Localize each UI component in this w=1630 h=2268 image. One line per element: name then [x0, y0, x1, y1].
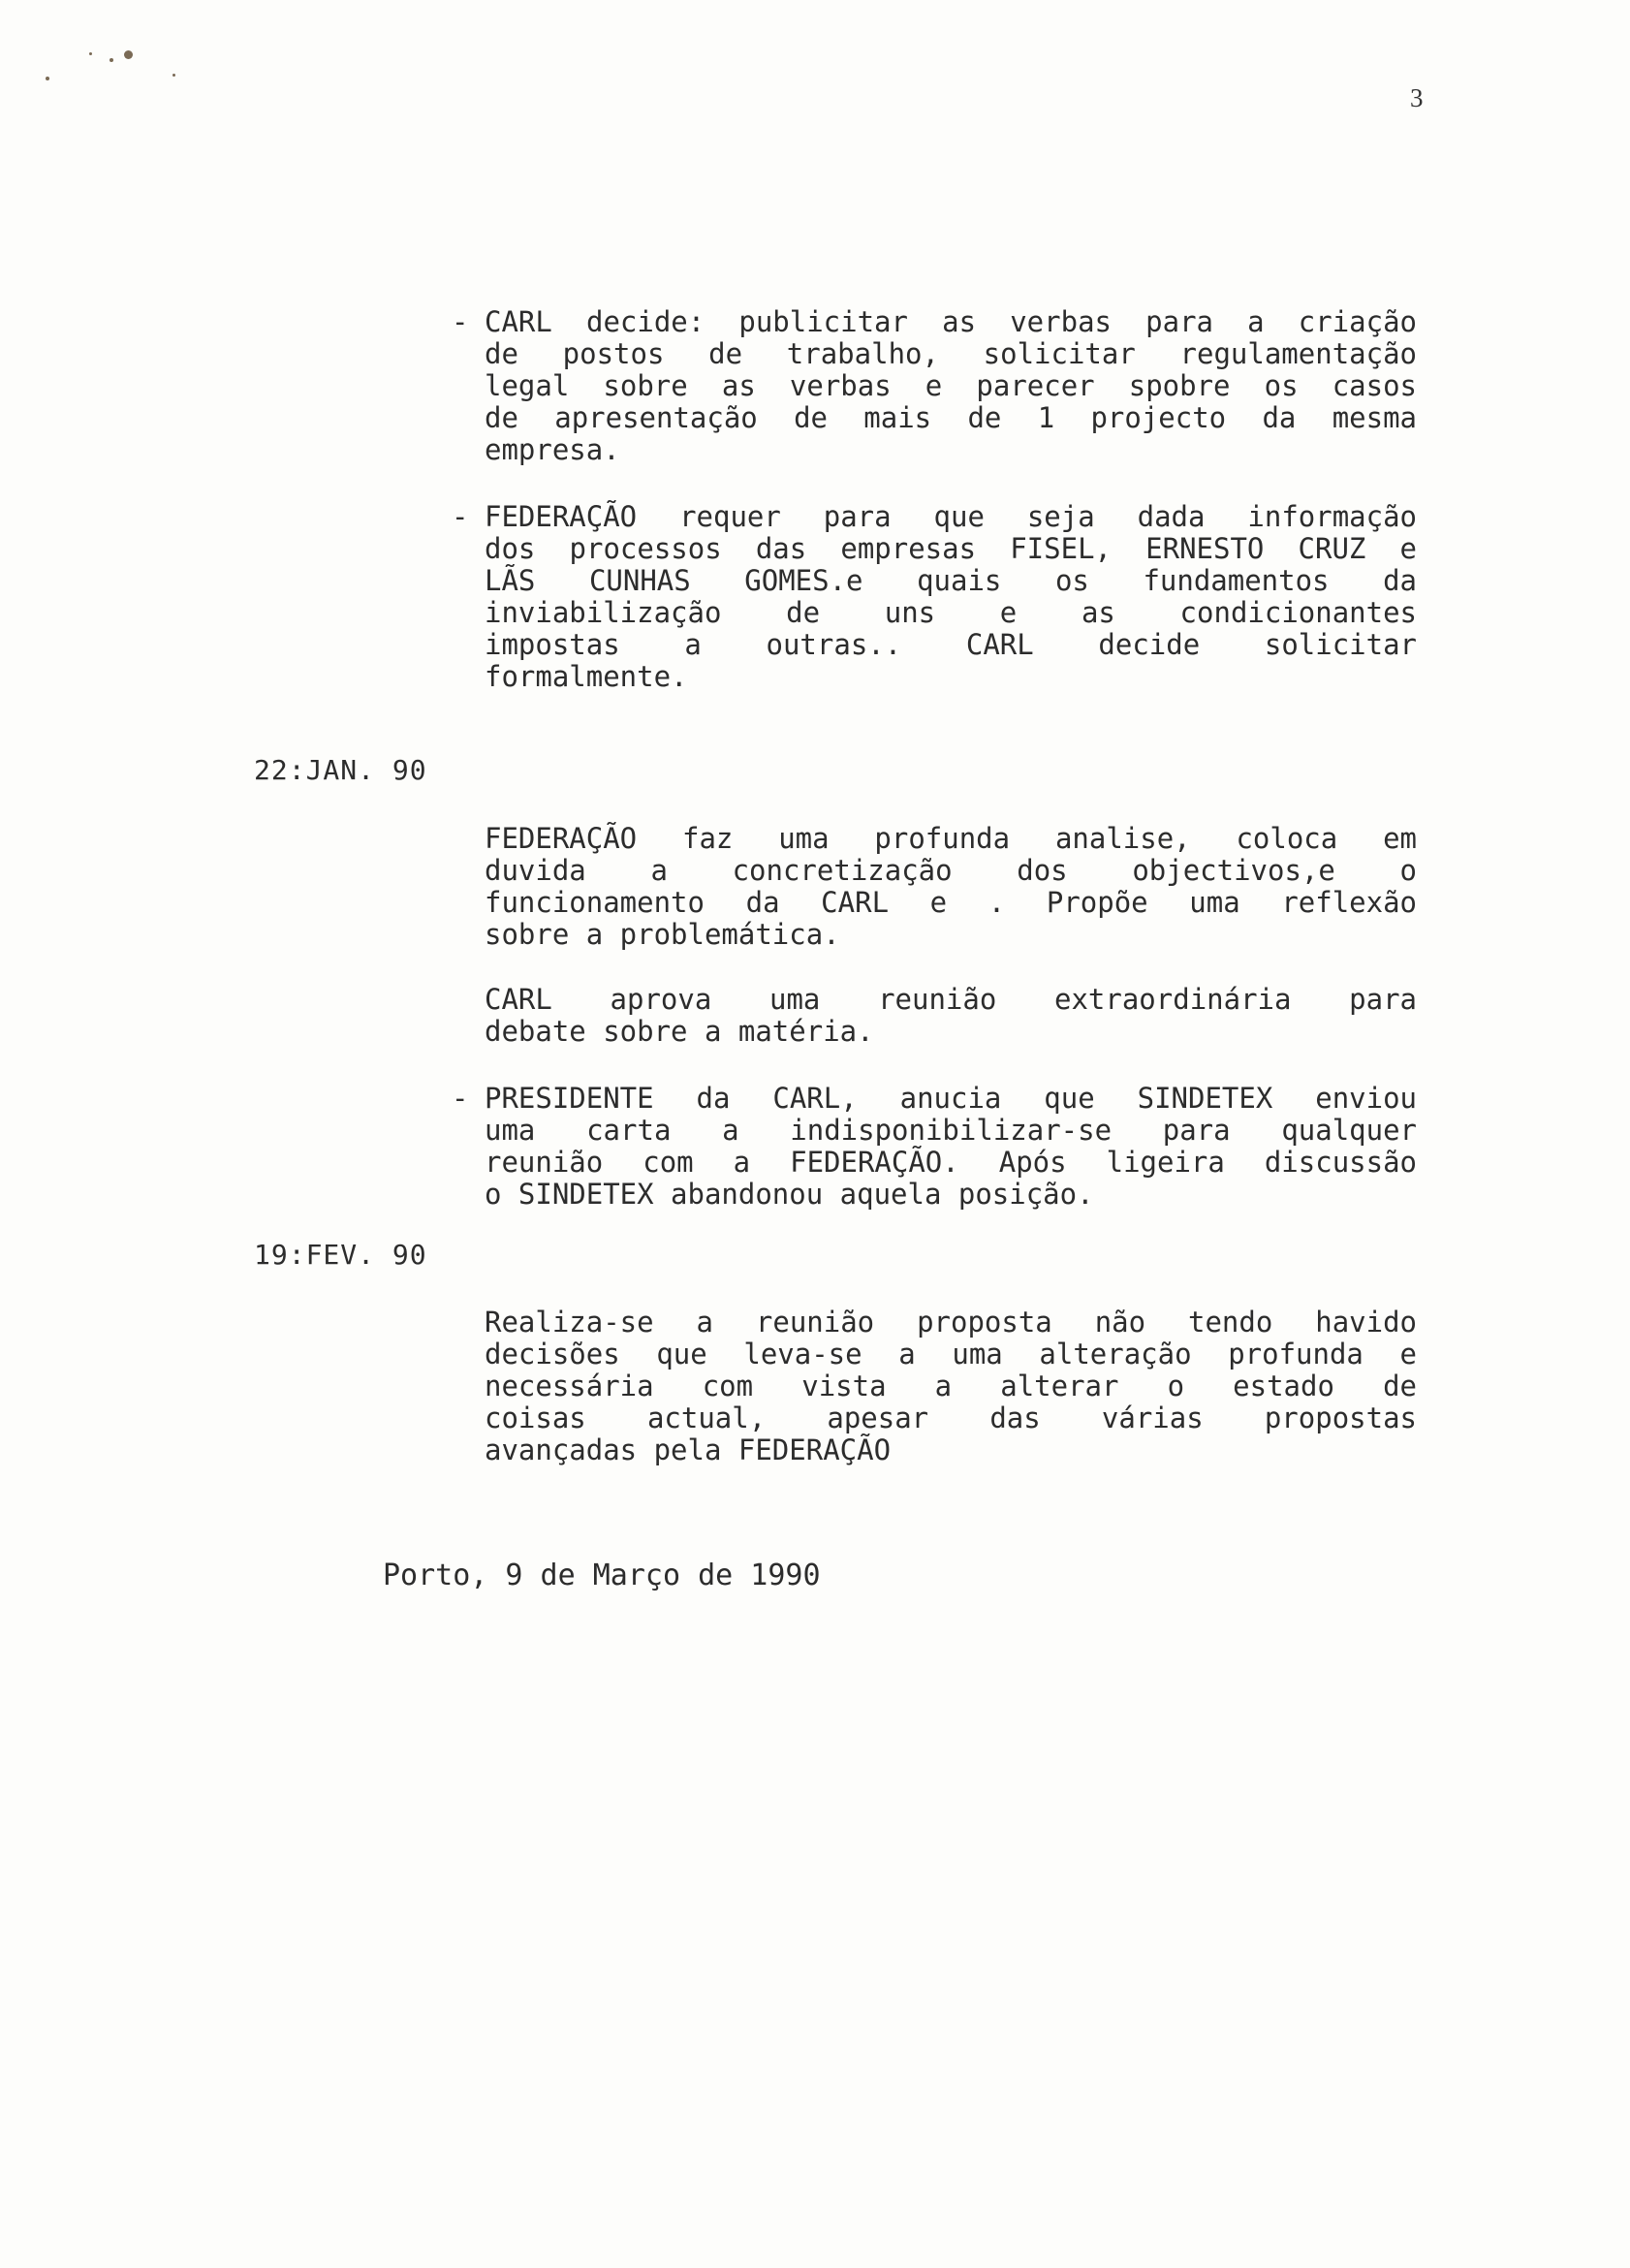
text-line: coisas actual, apesar das várias propostas: [485, 1402, 1417, 1434]
text-line: decisões que leva-se a uma alteração profunda e: [485, 1338, 1417, 1370]
text-line: legal sobre as verbas e parecer spobre os casos: [485, 369, 1417, 402]
text-line: impostas a outras.. CARL decide solicitar: [485, 628, 1417, 661]
text-line: dos processos das empresas FISEL, ERNESTO CRUZ e: [485, 532, 1417, 565]
entry-carl-aprova: [485, 984, 1417, 1048]
scan-speck: [172, 74, 175, 77]
date-label: 19:FEV. 90: [254, 1239, 427, 1271]
text-line: inviabilização de uns e as condicionantes: [485, 596, 1417, 629]
text-line: CARL decide: publicitar as verbas para a criação: [485, 305, 1417, 338]
text-line: empresa.: [485, 433, 620, 466]
entry-federacao-analise: [485, 823, 1417, 951]
scan-speck: [124, 50, 133, 59]
closing-place-date: Porto, 9 de Março de 1990: [383, 1559, 821, 1592]
text-line: o SINDETEX abandonou aquela posição.: [485, 1178, 1094, 1211]
text-line: formalmente.: [485, 660, 688, 693]
entry-carl-decide: [452, 305, 1417, 466]
text-line: uma carta a indisponibilizar-se para qualquer: [485, 1114, 1417, 1147]
text-line: de postos de trabalho, solicitar regulamentação: [485, 337, 1417, 370]
text-line: FEDERAÇÃO faz uma profunda analise, coloca em: [485, 822, 1417, 855]
text-line: de apresentação de mais de 1 projecto da mesma: [485, 401, 1417, 434]
text-line: Realiza-se a reunião proposta não tendo havido: [485, 1306, 1417, 1339]
text-line: duvida a concretização dos objectivos,e o: [485, 854, 1417, 887]
text-line: avançadas pela FEDERAÇÃO: [485, 1433, 892, 1466]
text-line: reunião com a FEDERAÇÃO. Após ligeira discussão: [485, 1146, 1417, 1179]
text-line: CARL aprova uma reunião extraordinária para: [485, 983, 1417, 1016]
text-line: funcionamento da CARL e . Propõe uma reflexão: [485, 886, 1417, 919]
entry-presidente: [452, 1082, 1417, 1211]
date-label: 22:JAN. 90: [254, 754, 427, 786]
text-line: necessária com vista a alterar o estado de: [485, 1370, 1417, 1402]
text-line: sobre a problemática.: [485, 918, 840, 951]
scan-speck: [89, 52, 92, 55]
text-line: FEDERAÇÃO requer para que seja dada informação: [485, 500, 1417, 533]
scan-speck: [46, 77, 49, 80]
page-number: 3: [1410, 83, 1424, 112]
text-line: debate sobre a matéria.: [485, 1015, 874, 1048]
text-line: PRESIDENTE da CARL, anucia que SINDETEX enviou: [485, 1082, 1417, 1115]
entry-federacao-requer: [452, 500, 1417, 693]
bullet-dash: -: [452, 500, 469, 533]
entry-realiza-se: [485, 1307, 1417, 1466]
bullet-dash: -: [452, 1082, 469, 1115]
scan-speck: [110, 58, 113, 62]
bullet-dash: -: [452, 305, 469, 338]
text-line: LÃS CUNHAS GOMES.e quais os fundamentos da: [485, 564, 1417, 597]
